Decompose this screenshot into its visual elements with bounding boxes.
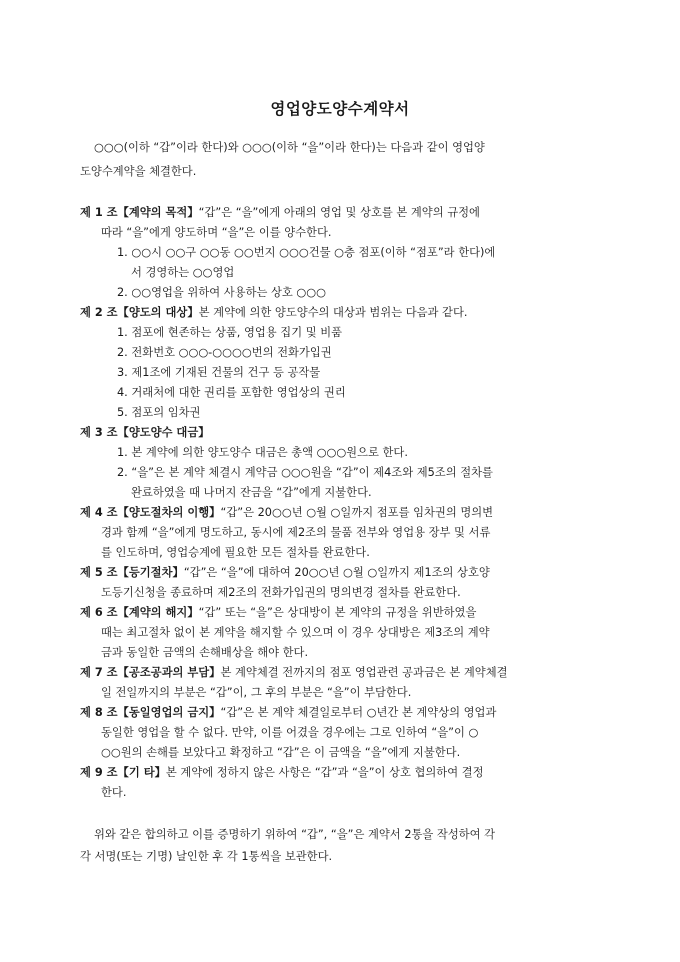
article-8-line: 동일한 영업을 할 수 없다. 만약, 이를 어겼을 경우에는 그로 인하여 “을”이 ○ [101,726,479,739]
article-5-heading: 제 5 조【등기절차】 [80,566,184,579]
article-6-heading: 제 6 조【계약의 해지】 [80,606,199,619]
article-7-heading: 제 7 조【공조공과의 부담】 [80,666,221,679]
article-1-item: 2. ○○영업을 위하여 사용하는 상호 ○○○ [117,286,326,299]
article-2-line [80,306,467,320]
document-title: 영업양도양수계약서 [270,100,410,118]
article-6-line: 금과 동일한 금액의 손해배상을 해야 한다. [101,646,309,659]
article-1-text: “갑”은 “을”에게 아래의 영업 및 상호를 본 계약의 규정에 [198,206,480,219]
intro-line: ○○○(이하 “갑”이라 한다)와 ○○○(이하 “을”이라 한다)는 다음과 같이 영업양 [94,141,485,154]
article-4-line: 를 인도하며, 영업승계에 필요한 모든 절차를 완료한다. [101,546,370,559]
article-4-heading: 제 4 조【양도절차의 이행】 [80,506,221,519]
article-2-item: 3. 제1조에 기재된 건물의 건구 등 공작물 [117,366,321,379]
article-4-line: 경과 함께 “을”에게 명도하고, 동시에 제2조의 물품 전부와 영업용 장부 및 서류 [101,526,491,539]
article-6-line [80,606,476,620]
article-8-line [80,706,496,720]
article-3-item: 2. “을”은 본 계약 체결시 계약금 ○○○원을 “갑”이 제4조와 제5조의 절차를 [117,466,493,479]
article-9-heading: 제 9 조【기 타】 [80,766,166,779]
article-1-item: 서 경영하는 ○○영업 [131,266,235,279]
article-5-line: 도등기신청을 종료하며 제2조의 전화가입권의 명의변경 절차를 완료한다. [101,586,461,599]
article-7-text: 본 계약체결 전까지의 점포 영업관련 공과금은 본 계약체결 [220,666,508,679]
article-2-item: 2. 전화번호 ○○○-○○○○번의 전화가입권 [117,346,332,359]
closing-line: 각 서명(또는 기명) 날인한 후 각 1통씩을 보관한다. [80,850,333,863]
article-2-item: 5. 점포의 임차권 [117,406,201,419]
article-8-heading: 제 8 조【동일영업의 금지】 [80,706,221,719]
article-9-line [80,766,484,780]
article-1-item: 1. ○○시 ○○구 ○○동 ○○번지 ○○○건물 ○층 점포(이하 “점포”라 한다)에 [117,246,496,259]
article-4-line [80,506,493,520]
article-9-line: 한다. [101,786,127,799]
article-2-item: 1. 점포에 현존하는 상품, 영업용 집기 및 비품 [117,326,343,339]
article-2-text: 본 계약에 의한 양도양수의 대상과 범위는 다음과 같다. [198,306,468,319]
article-5-line [80,566,490,580]
article-1-line: 따라 “을”에게 양도하며 “을”은 이를 양수한다. [101,226,332,239]
article-2-item: 4. 거래처에 대한 권리를 포함한 영업상의 권리 [117,386,346,399]
article-3-item: 완료하였을 때 나머지 잔금을 “갑”에게 지불한다. [131,486,372,499]
article-3-heading: 제 3 조【양도양수 대금】 [80,426,210,439]
article-1-heading: 제 1 조【계약의 목적】 [80,206,199,219]
article-7-line [80,666,508,680]
article-1-line [80,206,480,220]
article-6-text: “갑” 또는 “을”은 상대방이 본 계약의 규정을 위반하였을 [198,606,477,619]
closing-line: 위와 같은 합의하고 이를 증명하기 위하여 “갑”, “을”은 계약서 2통을 작성하여 각 [94,828,496,841]
article-2-heading: 제 2 조【양도의 대상】 [80,306,199,319]
article-3-item: 1. 본 계약에 의한 양도양수 대금은 총액 ○○○원으로 한다. [117,446,408,459]
article-9-text: 본 계약에 정하지 않은 사항은 “갑”과 “을”이 상호 협의하여 결정 [165,766,484,779]
article-4-text: “갑”은 20○○년 ○월 ○일까지 점포를 임차권의 명의변 [220,506,494,519]
article-5-text: “갑”은 “을”에 대하여 20○○년 ○월 ○일까지 제1조의 상호양 [183,566,490,579]
intro-line: 도양수계약을 체결한다. [80,165,197,178]
article-6-line: 때는 최고절차 없이 본 계약을 해지할 수 있으며 이 경우 상대방은 제3조의 계약 [101,626,490,639]
article-8-text: “갑”은 본 계약 체결일로부터 ○년간 본 계약상의 영업과 [220,706,497,719]
article-7-line: 일 전일까지의 부분은 “갑”이, 그 후의 부분은 “을”이 부담한다. [101,686,412,699]
article-8-line: ○○원의 손해를 보았다고 확정하고 “갑”은 이 금액을 “을”에게 지불한다. [101,746,461,759]
